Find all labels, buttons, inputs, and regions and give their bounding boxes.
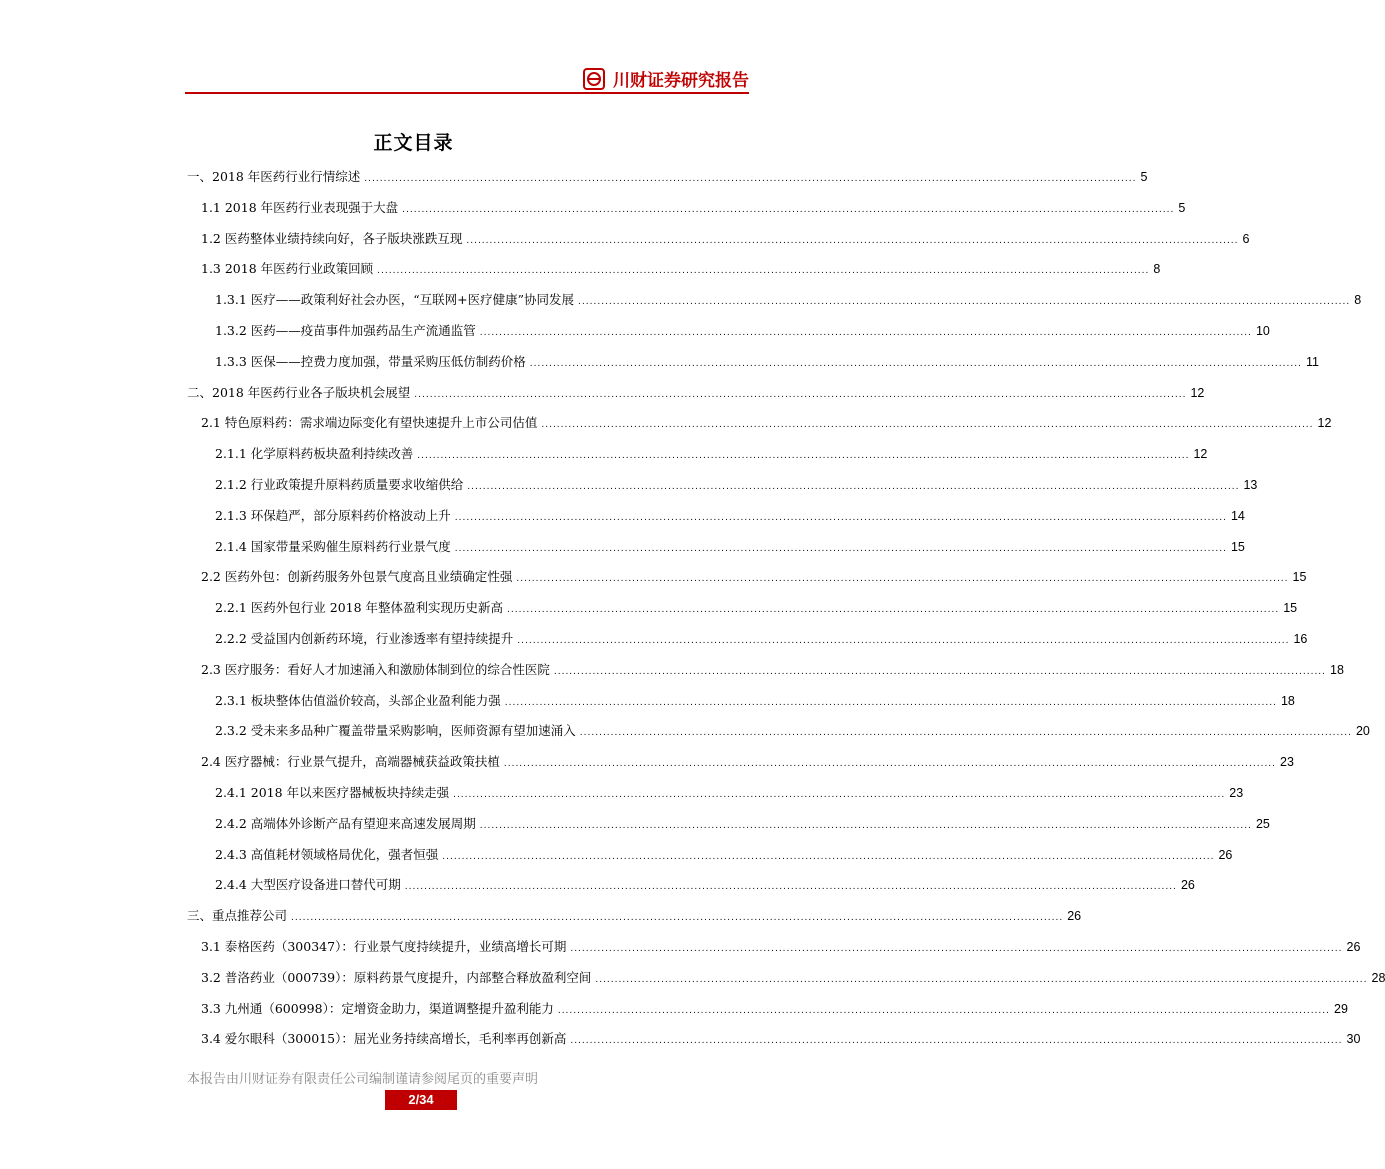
toc-entry-page: 12 xyxy=(1190,385,1205,400)
brand xyxy=(583,66,749,91)
toc-leader-dots: ........................................................................................................................................................................................................ xyxy=(417,451,1190,462)
toc-entry-label: 二、2018 年医药行业各子版块机会展望 xyxy=(187,384,411,400)
toc-entry-page: 23 xyxy=(1229,786,1244,800)
toc-entry[interactable] xyxy=(215,470,1258,494)
toc-leader-dots: ........................................................................................................................................................................................................ xyxy=(504,697,1277,708)
toc-entry[interactable] xyxy=(187,162,1148,186)
toc-entry[interactable] xyxy=(201,994,1348,1018)
toc-entry-label: 一、2018 年医药行业行情综述 xyxy=(187,169,361,184)
toc-entry-label: 2.2.2 受益国内创新药环境，行业渗透率有望持续提升 xyxy=(215,631,514,646)
toc-entry-page: 26 xyxy=(1067,909,1082,924)
toc-entry-label: 3.3 九州通（600998）：定增资金助力，渠道调整提升盈利能力 xyxy=(201,1000,554,1016)
toc-entry-page: 15 xyxy=(1292,570,1307,585)
toc-entry[interactable] xyxy=(201,408,1332,432)
toc-leader-dots: ........................................................................................................................................................................................................ xyxy=(291,913,1064,924)
toc-entry-label: 2.4.2 高端体外诊断产品有望迎来高速发展周期 xyxy=(215,815,476,831)
toc-entry[interactable] xyxy=(215,532,1245,556)
toc-entry-label: 2.2 医药外包：创新药服务外包景气度高且业绩确定性强 xyxy=(201,569,513,585)
toc-leader-dots: ........................................................................................................................................................................................................ xyxy=(570,944,1343,954)
toc-leader-dots: ........................................................................................................................................................................................................ xyxy=(454,512,1227,523)
toc-entry-label: 1.3 2018 年医药行业政策回顾 xyxy=(201,261,374,277)
toc-leader-dots: ........................................................................................................................................................................................................ xyxy=(578,297,1351,308)
toc-entry[interactable] xyxy=(215,593,1298,617)
toc-entry-page: 6 xyxy=(1242,231,1250,246)
toc-leader-dots: ........................................................................................................................................................................................................ xyxy=(414,389,1187,400)
toc-entry[interactable] xyxy=(201,1024,1361,1048)
toc-entry-page: 16 xyxy=(1293,632,1308,646)
toc-entry[interactable] xyxy=(215,716,1370,740)
toc-entry-label: 2.1.3 环保趋严，部分原料药价格波动上升 xyxy=(215,507,451,523)
toc-leader-dots: ........................................................................................................................................................................................................ xyxy=(557,1005,1330,1016)
toc-entry-page: 11 xyxy=(1305,354,1319,369)
toc-entry[interactable] xyxy=(201,562,1307,586)
toc-entry-label: 2.4 医疗器械：行业景气提升，高端器械获益政策扶植 xyxy=(201,754,500,770)
toc-entry[interactable] xyxy=(215,316,1270,340)
toc-leader-dots: ........................................................................................................................................................................................................ xyxy=(516,574,1289,585)
toc-leader-dots: ........................................................................................................................................................................................................ xyxy=(377,266,1150,277)
toc-leader-dots: ........................................................................................................................................................................................................ xyxy=(442,851,1215,862)
toc-leader-dots: ........................................................................................................................................................................................................ xyxy=(467,482,1240,492)
toc-leader-dots: ........................................................................................................................................................................................................ xyxy=(595,974,1368,985)
toc-entry-page: 10 xyxy=(1255,324,1270,338)
toc-entry[interactable] xyxy=(201,747,1294,771)
toc-leader-dots: ........................................................................................................................................................................................................ xyxy=(404,882,1177,893)
toc-entry-label: 3.2 普洛药业（000739）：原料药景气度提升，内部整合释放盈利空间 xyxy=(201,969,592,985)
toc-leader-dots: ........................................................................................................................................................................................................ xyxy=(479,820,1252,831)
toc-entry-label: 2.3.2 受未来多品种广覆盖带量采购影响，医师资源有望加速涌入 xyxy=(215,723,576,739)
toc-entry-label: 2.4.4 大型医疗设备进口替代可期 xyxy=(215,877,401,893)
toc-entry-label: 2.1.1 化学原料药板块盈利持续改善 xyxy=(215,446,414,462)
toc-entry[interactable] xyxy=(201,655,1344,679)
toc-leader-dots: ........................................................................................................................................................................................................ xyxy=(453,790,1226,800)
toc-leader-dots: ........................................................................................................................................................................................................ xyxy=(517,636,1290,646)
toc-entry-page: 15 xyxy=(1283,601,1298,616)
toc-entry-label: 1.1 2018 年医药行业表现强于大盘 xyxy=(201,199,399,215)
toc-entry-page: 15 xyxy=(1230,539,1245,554)
toc-leader-dots: ........................................................................................................................................................................................................ xyxy=(553,666,1327,677)
header-rule xyxy=(185,92,749,94)
toc-entry-page: 12 xyxy=(1193,447,1208,462)
footer-disclaimer: 本报告由川财证券有限责任公司编制谨请参阅尾页的重要声明 xyxy=(187,1072,539,1087)
toc-entry[interactable] xyxy=(201,224,1250,248)
brand-name: 川财证券研究报告 xyxy=(613,71,749,91)
toc-entry[interactable] xyxy=(215,870,1195,894)
toc-leader-dots: ........................................................................................................................................................................................................ xyxy=(503,759,1277,770)
toc-entry-page: 5 xyxy=(1178,200,1186,215)
toc-entry-page: 18 xyxy=(1330,662,1344,677)
toc-entry-label: 2.1.4 国家带量采购催生原料药行业景气度 xyxy=(215,538,451,554)
toc-entry-label: 3.4 爱尔眼科（300015）：屈光业务持续高增长，毛利率再创新高 xyxy=(201,1031,567,1047)
toc-entry-label: 2.3.1 板块整体估值溢价较高，头部企业盈利能力强 xyxy=(215,692,501,708)
toc-entry[interactable] xyxy=(201,932,1361,956)
toc-entry-label: 2.4.1 2018 年以来医疗器械板块持续走强 xyxy=(215,785,450,800)
toc-entry[interactable] xyxy=(215,285,1362,309)
toc-entry[interactable] xyxy=(215,778,1244,802)
toc-entry-page: 8 xyxy=(1354,293,1362,308)
toc-entry-label: 1.3.3 医保——控费力度加强，带量采购压低仿制药价格 xyxy=(215,353,526,369)
toc-entry-page: 26 xyxy=(1218,847,1233,862)
page-title: 正文目录 xyxy=(373,132,454,154)
toc-entry[interactable] xyxy=(201,254,1161,278)
toc-entry-page: 8 xyxy=(1153,262,1161,277)
toc-entry-page: 23 xyxy=(1280,755,1294,770)
toc-entry[interactable] xyxy=(215,840,1233,864)
toc-entry-label: 1.3.2 医药——疫苗事件加强药品生产流通监管 xyxy=(215,323,476,338)
toc-leader-dots: ........................................................................................................................................................................................................ xyxy=(579,728,1352,739)
toc-entry-page: 20 xyxy=(1355,724,1370,739)
toc-entry-label: 三、重点推荐公司 xyxy=(187,908,288,924)
toc-entry-label: 2.1.2 行业政策提升原料药质量要求收缩供给 xyxy=(215,477,464,492)
toc-leader-dots: ........................................................................................................................................................................................................ xyxy=(454,543,1227,554)
toc-entry-page: 18 xyxy=(1280,693,1295,708)
toc-leader-dots: ........................................................................................................................................................................................................ xyxy=(507,605,1280,616)
toc-entry[interactable] xyxy=(215,439,1208,463)
page-number: 2/34 xyxy=(385,1090,457,1110)
toc-entry-label: 2.3 医疗服务：看好人才加速涌入和激励体制到位的综合性医院 xyxy=(201,661,550,677)
toc-leader-dots: ........................................................................................................................................................................................................ xyxy=(570,1036,1343,1047)
toc-entry-page: 29 xyxy=(1334,1001,1348,1016)
toc-entry[interactable] xyxy=(215,501,1245,525)
toc-entry-label: 2.1 特色原料药：需求端边际变化有望快速提升上市公司估值 xyxy=(201,415,538,431)
toc-entry-page: 5 xyxy=(1140,170,1148,184)
toc-entry-page: 25 xyxy=(1255,816,1270,831)
toc-entry[interactable] xyxy=(201,963,1385,987)
toc-entry[interactable] xyxy=(215,686,1295,710)
brand-logo-icon xyxy=(583,68,605,90)
toc-entry-label: 1.2 医药整体业绩持续向好，各子版块涨跌互现 xyxy=(201,230,463,246)
toc-entry[interactable] xyxy=(215,809,1270,833)
toc-entry[interactable] xyxy=(215,347,1319,371)
toc-entry-page: 26 xyxy=(1180,878,1195,893)
toc-entry-page: 12 xyxy=(1317,416,1332,431)
toc-entry-label: 3.1 泰格医药（300347）：行业景气度持续提升，业绩高增长可期 xyxy=(201,939,567,954)
toc-leader-dots: ........................................................................................................................................................................................................ xyxy=(466,235,1239,246)
toc-entry-label: 1.3.1 医疗——政策利好社会办医，“互联网+医疗健康”协同发展 xyxy=(215,292,575,308)
toc-entry-page: 28 xyxy=(1371,970,1385,985)
toc-entry[interactable] xyxy=(187,378,1205,402)
toc-entry-page: 13 xyxy=(1243,478,1258,492)
toc-entry-page: 30 xyxy=(1346,1032,1361,1047)
toc-entry-page: 26 xyxy=(1346,940,1361,954)
toc-leader-dots: ........................................................................................................................................................................................................ xyxy=(541,420,1314,431)
toc-entry-page: 14 xyxy=(1230,508,1245,523)
toc-leader-dots: ........................................................................................................................................................................................................ xyxy=(529,358,1302,369)
toc-entry[interactable] xyxy=(187,901,1082,925)
toc-entry-label: 2.2.1 医药外包行业 2018 年整体盈利实现历史新高 xyxy=(215,600,504,616)
toc-entry[interactable] xyxy=(201,193,1186,217)
toc-entry-label: 2.4.3 高值耗材领域格局优化，强者恒强 xyxy=(215,846,439,862)
toc-entry[interactable] xyxy=(215,624,1308,648)
page-header xyxy=(185,62,749,96)
toc-leader-dots: ........................................................................................................................................................................................................ xyxy=(402,204,1175,215)
toc-leader-dots: ........................................................................................................................................................................................................ xyxy=(364,174,1137,184)
toc-leader-dots: ........................................................................................................................................................................................................ xyxy=(479,328,1252,338)
